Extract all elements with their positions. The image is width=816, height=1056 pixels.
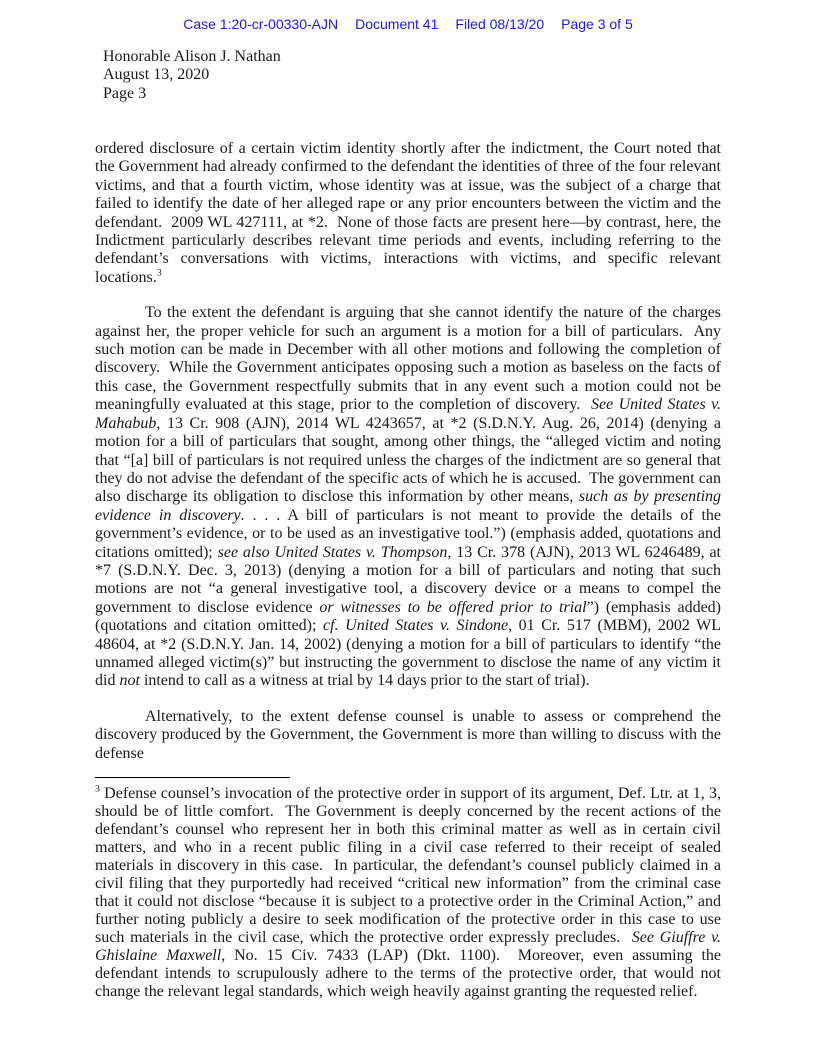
footnote-marker: 3 [156, 267, 162, 279]
address-line-page: Page 3 [103, 84, 147, 102]
stamp-document-number: Document 41 [355, 16, 439, 32]
italic-text-run: not [119, 672, 140, 690]
text-run: , No. 15 Civ. 7433 (LAP) (Dkt. 1100). Moreover, even assuming the defendant intends to scrupulously adhere to the terms of the protective order, that would not change the relevant legal standards, which weigh heavily against granting the requested relief. [95, 947, 722, 1000]
address-line-date: August 13, 2020 [103, 66, 210, 84]
footnote-separator [95, 777, 290, 778]
ecf-case-stamp [0, 16, 816, 32]
footnote-marker: 3 [95, 783, 100, 795]
text-run: . . . . A bill of particulars is not meant to provide the details of the government’s evidence, or to be used as an investigative tool.”) (emphasis added, quotations and citations omitted); [95, 506, 721, 561]
body-paragraph-2 [95, 304, 721, 691]
body-paragraph-1 [95, 140, 721, 287]
italic-text-run: See United States v. Mahabub [95, 396, 721, 432]
text-run: Defense counsel’s invocation of the protective order in support of its argument, Def. Ltr. at 1, 3, should be of little comfort. The Government is deeply concerned by the recent actions of the defendant’s counsel who represent her in both this criminal matter as well as in certain civil matters, and who in a recent public filing in a civil case referred to their receipt of sealed materials in discovery in this case. In particular, the defendant’s counsel publicly claimed in a civil filing that they purportedly had received “critical new information” from the criminal case that it could not disclose “because it is subject to a protective order in the Criminal Action,” and further noting publicly a desire to seek modification of the protective order in this case to use such materials in the civil case, which the protective order expressly precludes. [95, 785, 721, 946]
footnote-3 [95, 785, 721, 1001]
italic-text-run: such as by presenting evidence in discovery [95, 488, 722, 524]
italic-text-run: See Giuffre v. Ghislaine Maxwell [95, 929, 721, 964]
text-run: , 13 Cr. 908 (AJN), 2014 WL 4243657, at *2 (S.D.N.Y. Aug. 26, 2014) (denying a motion for a bill of particulars that sought, among other things, the “alleged victim and noting that “[a] bill of particulars is not required unless the charges of the indictment are so general that they do not advise the defendant of the specific acts of which he is accused. The government can also discharge its obligation to disclose this information by other means, [95, 414, 721, 506]
text-run: intend to call as a witness at trial by 14 days prior to the start of trial). [139, 672, 590, 690]
italic-text-run: see also United States v. Thompson [217, 543, 448, 561]
text-run: Alternatively, to the extent defense counsel is unable to assess or comprehend the discovery produced by the Government, the Government is more than willing to discuss with the defense [95, 707, 721, 762]
italic-text-run: cf. United States v. Sindone [323, 617, 509, 635]
stamp-filed-date: Filed 08/13/20 [455, 16, 545, 32]
text-run: To the extent the defendant is arguing that she cannot identify the nature of the charges against her, the proper vehicle for such an argument is a motion for a bill of particulars. Any such motion can be made in December with all other motions and following the completion of discovery. While the Government anticipates opposing such a motion as baseless on the facts of this case, the Government respectfully submits that in any event such a motion could not be meaningfully evaluated at this stage, prior to the completion of discovery. [95, 304, 721, 414]
document-body [95, 140, 721, 1001]
text-run: ordered disclosure of a certain victim identity shortly after the indictment, the Court noted that the Government had already confirmed to the defendant the identities of three of the four relevant victims, and that a fourth victim, whose identity was at issue, was the subject of a charge that failed to identify the date of her alleged rape or any prior encounters between the victim and the defendant. 2009 WL 427111, at *2. None of those facts are present here—by contrast, here, the Indictment particularly describes relevant time periods and events, including referring to the defendant’s conversations with victims, interactions with victims, and specific relevant locations. [95, 140, 721, 286]
italic-text-run: or witnesses to be offered prior to trial [319, 598, 587, 616]
stamp-page-number: Page 3 of 5 [561, 16, 633, 32]
text-run: , 13 Cr. 378 (AJN), 2013 WL 6246489, at *7 (S.D.N.Y. Dec. 3, 2013) (denying a motion for a bill of particulars and noting that such motions are not “a general investigative tool, a discovery device or a means to compel the government to disclose evidence [95, 543, 721, 616]
address-block [103, 48, 281, 103]
address-line-recipient: Honorable Alison J. Nathan [103, 48, 281, 65]
text-run: , 01 Cr. 517 (MBM), 2002 WL 48604, at *2 (S.D.N.Y. Jan. 14, 2002) (denying a motion for a bill of particulars to identify “the unnamed alleged victim(s)” but instructing the government to disclose the name of any victim it did [95, 617, 722, 690]
stamp-case-number: Case 1:20-cr-00330-AJN [183, 16, 339, 32]
body-paragraph-3 [95, 708, 721, 763]
text-run: ”) (emphasis added) (quotations and citation omitted); [95, 598, 722, 635]
